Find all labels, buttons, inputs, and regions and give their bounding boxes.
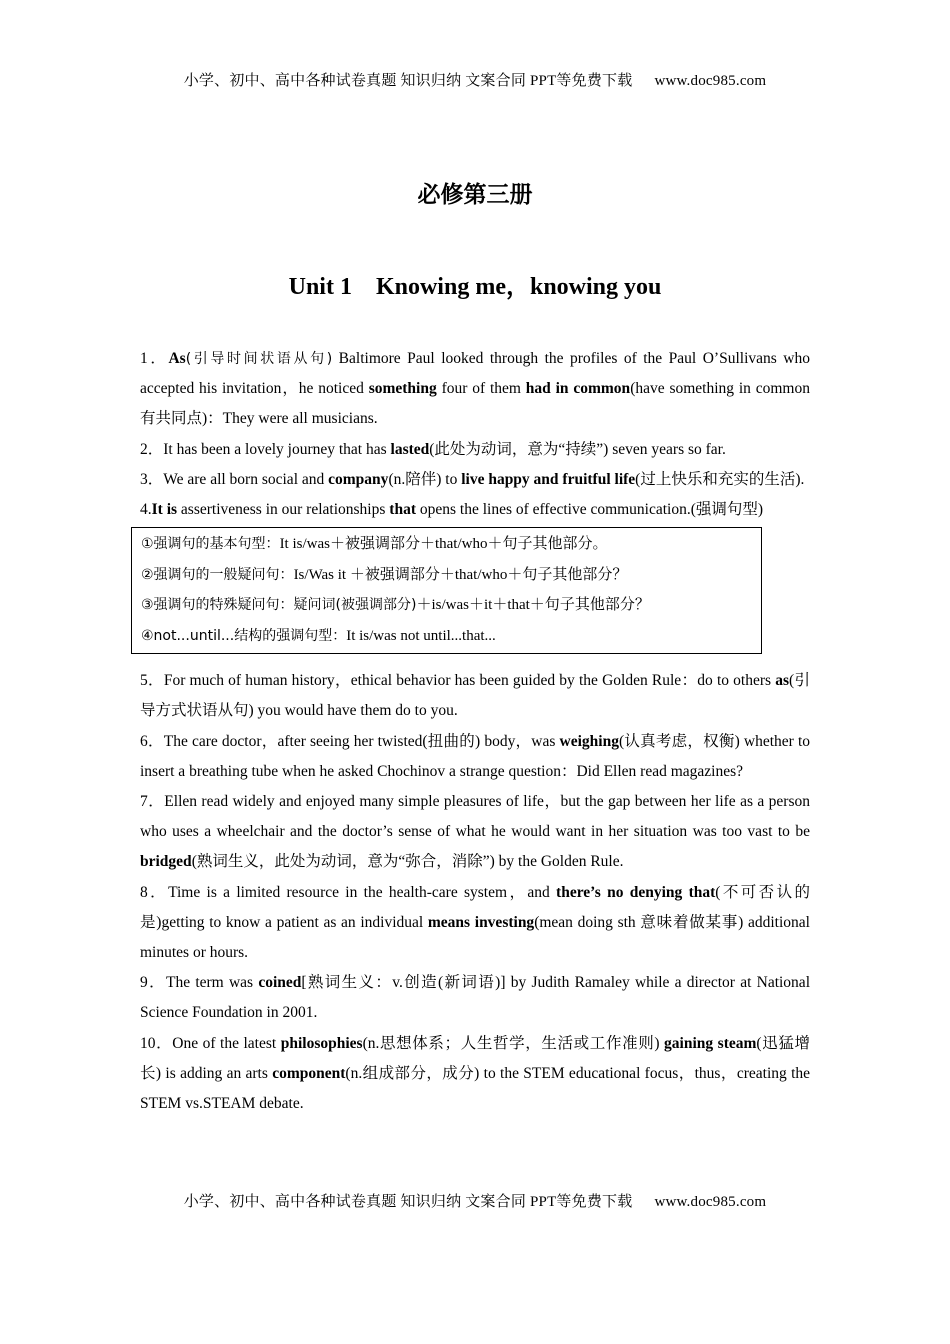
grammar-box xyxy=(131,527,762,654)
sentence-6: 6．The care doctor，after seeing her twisted(扭曲的) body，was weighing(认真考虑，权衡) whether to insert a breathing tube when he asked Chochinov a strange question：Did Ellen read magazines? xyxy=(140,732,811,780)
sentence-5: 5．For much of human history，ethical behavior has been guided by the Golden Rule：do to others as(引导方式状语从句) you would have them do to you. xyxy=(140,672,810,720)
sentence-1: 1．As(引导时间状语从句) Baltimore Paul looked through the profiles of the Paul O’Sullivans who accepted his invitation，he noticed something four of them had in common(have something in common 有共同点)：They were all musicians. xyxy=(140,350,810,428)
sentence-list xyxy=(140,344,810,1119)
book-title: 必修第三册 xyxy=(417,182,533,208)
page-footer xyxy=(0,1190,950,1211)
sentence-2: 2．It has been a lovely journey that has lasted(此处为动词，意为“持续”) seven years so far. xyxy=(140,440,726,458)
header-site: www.doc985.com xyxy=(654,73,767,89)
grammar-line-2: ②强调句的一般疑问句：Is/Was it ＋被强调部分＋that/who＋句子其他部分？ xyxy=(141,566,628,583)
sentence-3: 3．We are all born social and company(n.陪伴) to live happy and fruitful life(过上快乐和充实的生活). xyxy=(140,470,805,488)
unit-title: Unit 1 Knowing me，knowing you xyxy=(288,274,662,300)
header-text: 小学、初中、高中各种试卷真题 知识归纳 文案合同 PPT等免费下载 xyxy=(183,73,633,89)
sentence-4: 4.It is assertiveness in our relationships that opens the lines of effective communication.(强调句型) xyxy=(140,501,764,519)
page-header xyxy=(0,69,950,90)
footer-text: 小学、初中、高中各种试卷真题 知识归纳 文案合同 PPT等免费下载 xyxy=(183,1194,633,1210)
sentence-9: 9．The term was coined[熟词生义：v.创造(新词语)] by Judith Ramaley while a director at National Science Foundation in 2001. xyxy=(140,974,810,1022)
sentence-7: 7．Ellen read widely and enjoyed many simple pleasures of life，but the gap between her life as a person who uses a wheelchair and the doctor’s sense of what he would want in her situation was too vast to be bridged(熟词生义，此处为动词，意为“弥合，消除”) by the Golden Rule. xyxy=(140,793,810,871)
grammar-line-3: ③强调句的特殊疑问句：疑问词(被强调部分)＋is/was＋it＋that＋句子其他部分？ xyxy=(141,597,650,614)
sentence-8: 8．Time is a limited resource in the health-care system，and there’s no denying that(不可否认的是)getting to know a patient as an individual means investing(mean doing sth 意味着做某事) additional minutes or hours. xyxy=(140,883,810,962)
grammar-line-1: ①强调句的基本句型：It is/was＋被强调部分＋that/who＋句子其他部分。 xyxy=(141,536,608,553)
footer-site: www.doc985.com xyxy=(654,1194,767,1210)
sentence-10: 10．One of the latest philosophies(n.思想体系；人生哲学，生活或工作准则) gaining steam(迅猛增长) is adding an arts component(n.组成部分，成分) to the STEM educational focus，thus，creating the STEM vs.STEAM debate. xyxy=(140,1034,811,1113)
grammar-line-4: ④not...until...结构的强调句型：It is/was not until...that... xyxy=(141,627,496,644)
